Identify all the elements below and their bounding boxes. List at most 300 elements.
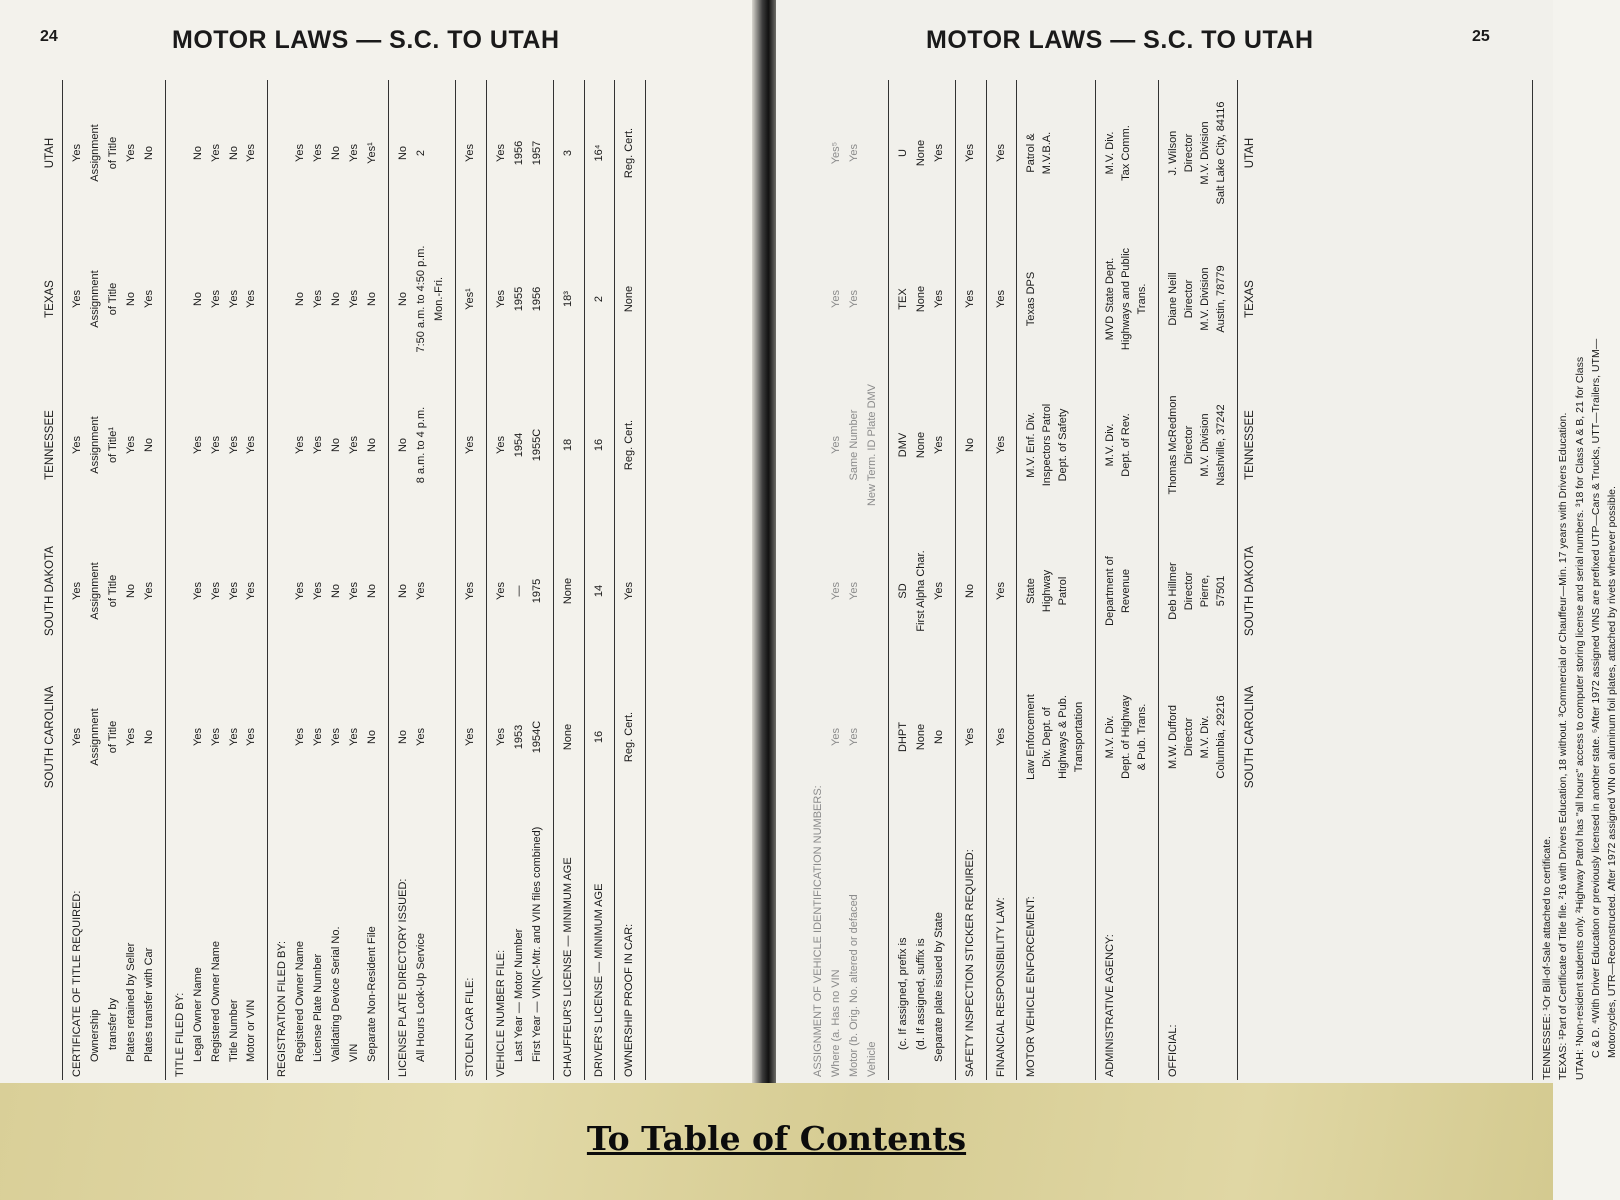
- cell-value: Yes: [209, 582, 222, 600]
- cell-value: M.V. Div. Dept. of Rev.: [1104, 413, 1133, 477]
- table-row: [190, 80, 208, 1080]
- table-row: [389, 80, 413, 1080]
- cell-value: Yes: [209, 290, 222, 308]
- table-row: [913, 80, 931, 1080]
- cell-value: Yes: [124, 144, 137, 162]
- cell-value: Yes: [245, 728, 258, 746]
- cell-value: [268, 664, 292, 810]
- row-label: OWNERSHIP PROOF IN CAR:: [623, 923, 636, 1077]
- table-section: [553, 80, 584, 1080]
- table-section: [804, 80, 888, 1080]
- column-footer-state: SOUTH CAROLINA: [1237, 664, 1262, 810]
- row-label: FINANCIAL RESPONSIBILITY LAW:: [994, 897, 1007, 1077]
- row-label: Separate Non-Resident File: [366, 926, 379, 1062]
- cell-value: Yes: [124, 436, 137, 454]
- table-row: [888, 80, 912, 1080]
- cell-value: Yes: [312, 728, 325, 746]
- cell-value: Yes: [191, 436, 204, 454]
- cell-value: 1955C: [530, 428, 543, 462]
- cell-value: No: [124, 583, 137, 599]
- cell-value: 16: [592, 438, 605, 452]
- cell-value: Yes: [312, 290, 325, 308]
- table-row: [1096, 80, 1159, 1080]
- table-row: [986, 80, 1017, 1080]
- row-label: Validating Device Serial No.: [330, 926, 343, 1062]
- cell-value: Yes: [142, 290, 155, 308]
- cell-value: Reg. Cert.: [623, 127, 636, 179]
- row-label: DRIVER'S LICENSE — MINIMUM AGE: [592, 883, 605, 1077]
- cell-value: No: [366, 729, 379, 745]
- cell-value: [864, 226, 888, 372]
- cell-value: None: [914, 139, 927, 167]
- row-label: Registered Owner Name: [294, 940, 307, 1062]
- table-section: [486, 80, 553, 1080]
- cell-value: M.V. Enf. Div. Inspectors Patrol Dept. of Safety: [1025, 403, 1070, 487]
- column-header-state: TENNESSEE: [40, 372, 63, 518]
- row-label: CERTIFICATE OF TITLE REQUIRED:: [71, 890, 83, 1077]
- cell-value: Reg. Cert.: [623, 419, 636, 471]
- cell-value: New Term. ID Plate DMV: [865, 383, 878, 507]
- cell-value: No: [227, 145, 240, 161]
- cell-value: No: [330, 583, 343, 599]
- motor-laws-table-left: [40, 80, 646, 1080]
- row-label: VIN: [348, 1043, 361, 1062]
- cell-value: Yes: [348, 144, 361, 162]
- row-label: Where (a. Has no VIN: [829, 969, 842, 1077]
- cell-value: No: [191, 145, 204, 161]
- cell-value: Yes: [294, 436, 307, 454]
- cell-value: Yes: [932, 436, 945, 454]
- footnotes: [1532, 80, 1620, 1080]
- cell-value: Yes: [245, 436, 258, 454]
- cell-value: 1954C: [530, 720, 543, 754]
- table-row: [63, 80, 87, 1080]
- cell-value: Reg. Cert.: [623, 711, 636, 763]
- table-section: [268, 80, 389, 1080]
- row-label: Motor or VIN: [245, 999, 258, 1062]
- cell-value: Yes: [829, 582, 842, 600]
- table-section: [165, 80, 268, 1080]
- cell-value: Mon.-Fri.: [432, 277, 445, 321]
- cell-value: MVD State Dept. Highways and Public Trans.: [1104, 247, 1149, 351]
- cell-value: Yes: [71, 728, 83, 746]
- table-row: [584, 80, 615, 1080]
- table-section: [389, 80, 456, 1080]
- cell-value: Yes: [227, 582, 240, 600]
- table-row: [828, 80, 846, 1080]
- row-label: (c. If assigned, prefix is: [896, 937, 909, 1050]
- cell-value: None: [914, 285, 927, 313]
- cell-value: Department of Revenue: [1104, 556, 1133, 626]
- footnote-line: Motorcycles, UTR—Reconstructed. After 1972 assigned VIN on aluminum foil plates, attached by rivets whenever possible.: [1606, 486, 1619, 1058]
- cell-value: Yes: [847, 728, 860, 746]
- column-header-state: UTAH: [40, 80, 63, 226]
- table-row: [955, 80, 986, 1080]
- cell-value: Yes: [71, 436, 83, 454]
- row-label: First Year — VIN(C-Mtr. and VIN files combined): [530, 826, 543, 1062]
- cell-value: [804, 518, 828, 664]
- row-label: LICENSE PLATE DIRECTORY ISSUED:: [397, 878, 409, 1077]
- cell-value: 1956: [530, 286, 543, 312]
- cell-value: Yes: [847, 144, 860, 162]
- table-row: [553, 80, 584, 1080]
- cell-value: [268, 372, 292, 518]
- cell-value: [431, 372, 455, 518]
- column-footer-state: UTAH: [1237, 80, 1262, 226]
- left-table-rotated: [40, 80, 740, 1080]
- cell-value: 1954: [512, 432, 525, 458]
- table-row: [123, 80, 141, 1080]
- cell-value: Yes: [294, 728, 307, 746]
- cell-value: [804, 80, 828, 226]
- motor-laws-table-right: [804, 80, 1262, 1080]
- cell-value: of Title: [106, 282, 119, 316]
- row-label: Vehicle: [865, 1041, 878, 1077]
- cell-value: Yes: [932, 290, 945, 308]
- cell-value: None: [623, 285, 636, 313]
- cell-value: Yes: [463, 728, 476, 746]
- row-label: VEHICLE NUMBER FILE:: [494, 949, 507, 1077]
- cell-value: 8 a.m. to 4 p.m.: [414, 406, 427, 484]
- cell-value: [268, 80, 292, 226]
- cell-value: Yes: [348, 582, 361, 600]
- cell-value: Assignment: [88, 708, 101, 766]
- page-title-left: MOTOR LAWS — S.C. TO UTAH: [172, 26, 560, 54]
- cell-value: [431, 664, 455, 810]
- cell-value: [864, 80, 888, 226]
- cell-value: Yes: [847, 582, 860, 600]
- cell-value: [165, 518, 189, 664]
- cell-value: No: [124, 291, 137, 307]
- navigation-bar: [0, 1083, 1553, 1200]
- cell-value: Yes: [494, 144, 507, 162]
- cell-value: Patrol & M.V.B.A.: [1025, 131, 1054, 175]
- cell-value: No: [142, 437, 155, 453]
- row-label: Motor (b. Orig. No. altered or defaced: [847, 894, 860, 1077]
- table-row: [455, 80, 486, 1080]
- right-page: [776, 0, 1619, 1083]
- page-number-right: 25: [1472, 28, 1490, 45]
- cell-value: Yes: [312, 582, 325, 600]
- cell-value: Yes: [209, 144, 222, 162]
- cell-value: Yes: [191, 582, 204, 600]
- cell-value: of Title: [106, 574, 119, 608]
- cell-value: No: [366, 437, 379, 453]
- cell-value: No: [397, 291, 409, 307]
- cell-value: State Highway Patrol: [1025, 569, 1070, 613]
- cell-value: 3: [561, 149, 574, 157]
- cell-value: Assignment: [88, 416, 101, 474]
- table-row: [486, 80, 510, 1080]
- cell-value: Deb Hillmer Director Pierre, 57501: [1167, 562, 1227, 620]
- cell-value: 1955: [512, 286, 525, 312]
- row-label: (d. If assigned, suffix is: [914, 938, 927, 1050]
- cell-value: Yes: [312, 144, 325, 162]
- cell-value: No: [142, 145, 155, 161]
- cell-value: Yes: [245, 582, 258, 600]
- cell-value: Yes: [932, 144, 945, 162]
- cell-value: No: [330, 291, 343, 307]
- cell-value: Yes: [494, 582, 507, 600]
- cell-value: Yes: [227, 290, 240, 308]
- cell-value: Yes: [463, 436, 476, 454]
- row-label: transfer by: [106, 998, 119, 1050]
- footnote-line: TEXAS: ¹Part of Certificate of Title file. ²16 with Drivers Education, 18 without. ³Commercial or Chauffeur—Min. 17 years with Drivers Education.: [1557, 412, 1570, 1080]
- cell-value: DHPT: [896, 722, 909, 752]
- cell-value: 18³: [561, 291, 574, 307]
- cell-value: Yes: [829, 290, 842, 308]
- row-label: Legal Owner Name: [191, 967, 204, 1062]
- cell-value: 7:50 a.m. to 4:50 p.m.: [414, 245, 427, 353]
- cell-value: Yes: [494, 436, 507, 454]
- cell-value: Yes: [829, 728, 842, 746]
- cell-value: Yes⁵: [829, 141, 842, 165]
- cell-value: Yes: [348, 436, 361, 454]
- row-label: TITLE FILED BY:: [173, 992, 186, 1077]
- cell-value: [864, 518, 888, 664]
- cell-value: Yes: [414, 728, 427, 746]
- cell-value: Yes: [71, 290, 83, 308]
- cell-value: Assignment: [88, 124, 101, 182]
- table-row: [165, 80, 189, 1080]
- table-row: [87, 80, 105, 1080]
- table-row: [243, 80, 267, 1080]
- cell-value: J. Wilson Director M.V. Division Salt Lake City, 84116: [1167, 101, 1227, 205]
- row-label: ADMINISTRATIVE AGENCY:: [1104, 934, 1117, 1077]
- cell-value: No: [191, 291, 204, 307]
- cell-value: of Title: [106, 136, 119, 170]
- cell-value: Yes: [463, 582, 476, 600]
- cell-value: [864, 664, 888, 810]
- left-page: [0, 0, 760, 1083]
- table-row: [431, 80, 455, 1080]
- row-label: Separate plate issued by State: [932, 912, 945, 1062]
- cell-value: Yes: [963, 290, 976, 308]
- cell-value: Yes¹: [366, 142, 379, 164]
- row-label: OFFICIAL:: [1167, 1024, 1179, 1077]
- cell-value: Yes: [245, 144, 258, 162]
- row-label: STOLEN CAR FILE:: [463, 977, 476, 1077]
- column-header-state: TEXAS: [40, 226, 63, 372]
- cell-value: No: [330, 145, 343, 161]
- table-section: [955, 80, 986, 1080]
- cell-value: Yes: [124, 728, 137, 746]
- cell-value: Yes: [71, 144, 83, 162]
- column-header-state: SOUTH CAROLINA: [40, 664, 63, 810]
- table-row: [511, 80, 529, 1080]
- cell-value: Yes: [209, 436, 222, 454]
- cell-value: [804, 372, 828, 518]
- cell-value: of Title: [106, 720, 119, 754]
- table-row: [226, 80, 244, 1080]
- row-label: Last Year — Motor Number: [512, 928, 525, 1062]
- cell-value: No: [963, 583, 976, 599]
- row-label: SAFETY INSPECTION STICKER REQUIRED:: [963, 849, 976, 1077]
- column-footer-state: TENNESSEE: [1237, 372, 1262, 518]
- cell-value: [165, 372, 189, 518]
- cell-value: Assignment: [88, 270, 101, 328]
- table-section: [63, 80, 166, 1080]
- table-row: [208, 80, 226, 1080]
- cell-value: Yes: [227, 728, 240, 746]
- cell-value: of Title¹: [106, 426, 119, 464]
- cell-value: Yes: [142, 582, 155, 600]
- cell-value: M.V. Div. Dept. of Highway & Pub. Trans.: [1104, 695, 1149, 779]
- cell-value: Diane Neill Director M.V. Division Austin, 78779: [1167, 265, 1227, 333]
- cell-value: No: [330, 437, 343, 453]
- table-section: [1159, 80, 1238, 1080]
- cell-value: —: [512, 585, 525, 597]
- row-label: Title Number: [227, 999, 240, 1062]
- column-footer-state: TEXAS: [1237, 226, 1262, 372]
- row-label: Registered Owner Name: [209, 940, 222, 1062]
- table-row: [1159, 80, 1238, 1080]
- table-row: [413, 80, 431, 1080]
- cell-value: Yes: [227, 436, 240, 454]
- cell-value: 2: [592, 295, 605, 303]
- cell-value: [268, 226, 292, 372]
- table-row: [328, 80, 346, 1080]
- cell-value: No: [963, 437, 976, 453]
- right-table-rotated: [804, 80, 1619, 1080]
- table-section: [455, 80, 486, 1080]
- table-of-contents-link[interactable]: To Table of Contents: [586, 1119, 967, 1158]
- cell-value: Yes: [330, 728, 343, 746]
- row-label: License Plate Number: [312, 953, 325, 1062]
- footnote-line: UTAH: ¹Non-resident students only. ²Highway Patrol has "all hours" access to computer storing license and serial numbers. ³18 for Class A & B, 21 for Class: [1573, 356, 1586, 1080]
- cell-value: Yes: [245, 290, 258, 308]
- cell-value: Yes: [932, 582, 945, 600]
- table-row: [105, 80, 123, 1080]
- cell-value: None: [914, 431, 927, 459]
- cell-value: None: [914, 723, 927, 751]
- cell-value: 14: [592, 584, 605, 598]
- cell-value: Yes: [963, 728, 976, 746]
- cell-value: No: [366, 291, 379, 307]
- cell-value: Yes: [463, 144, 476, 162]
- table-row: [346, 80, 364, 1080]
- cell-value: 1956: [512, 140, 525, 166]
- cell-value: Yes: [294, 144, 307, 162]
- cell-value: [165, 80, 189, 226]
- row-label: [431, 810, 455, 1080]
- table-row: [864, 80, 888, 1080]
- cell-value: Yes: [348, 290, 361, 308]
- cell-value: 16: [592, 730, 605, 744]
- cell-value: Same Number: [847, 409, 860, 481]
- row-label: REGISTRATION FILED BY:: [276, 940, 289, 1077]
- cell-value: No: [294, 291, 307, 307]
- row-label: CHAUFFEUR'S LICENSE — MINIMUM AGE: [561, 857, 574, 1077]
- table-section: [1017, 80, 1096, 1080]
- table-row: [1017, 80, 1096, 1080]
- cell-value: Yes: [209, 728, 222, 746]
- cell-value: Yes: [994, 728, 1007, 746]
- cell-value: Yes: [294, 582, 307, 600]
- cell-value: Yes: [623, 582, 636, 600]
- cell-value: Yes: [348, 728, 361, 746]
- cell-value: SD: [896, 583, 909, 599]
- cell-value: M.V. Div. Tax Comm.: [1104, 125, 1133, 181]
- footnote-line: TENNESSEE: ¹Or Bill-of-Sale attached to certificate.: [1541, 836, 1553, 1080]
- cell-value: No: [366, 583, 379, 599]
- cell-value: No: [932, 729, 945, 745]
- table-row: [310, 80, 328, 1080]
- page-number-left: 24: [40, 28, 58, 45]
- column-footer-state: SOUTH DAKOTA: [1237, 518, 1262, 664]
- cell-value: 2: [414, 149, 427, 157]
- table-row: [292, 80, 310, 1080]
- page-title-right: MOTOR LAWS — S.C. TO UTAH: [926, 26, 1314, 54]
- cell-value: No: [397, 437, 409, 453]
- cell-value: [431, 80, 455, 226]
- cell-value: Yes: [963, 144, 976, 162]
- cell-value: None: [561, 723, 574, 751]
- cell-value: Law Enforcement Div. Dept. of Highways & Pub. Transportation: [1025, 694, 1086, 780]
- cell-value: 1953: [512, 724, 525, 750]
- cell-value: Yes: [847, 290, 860, 308]
- cell-value: U: [896, 149, 909, 157]
- cell-value: No: [142, 729, 155, 745]
- table-row: [804, 80, 828, 1080]
- cell-value: [804, 226, 828, 372]
- row-label: Plates retained by Seller: [124, 942, 137, 1062]
- cell-value: First Alpha Char.: [914, 550, 927, 632]
- cell-value: Yes: [494, 728, 507, 746]
- cell-value: Yes: [994, 436, 1007, 454]
- cell-value: Yes: [312, 436, 325, 454]
- cell-value: Yes: [414, 582, 427, 600]
- column-header-state: SOUTH DAKOTA: [40, 518, 63, 664]
- cell-value: Yes¹: [463, 288, 476, 310]
- cell-value: No: [397, 729, 409, 745]
- cell-value: TEX: [896, 288, 909, 310]
- cell-value: 1957: [530, 140, 543, 166]
- table-row: [268, 80, 292, 1080]
- cell-value: Yes: [994, 144, 1007, 162]
- cell-value: No: [397, 145, 409, 161]
- cell-value: 16⁴: [592, 144, 605, 162]
- table-section: [1096, 80, 1159, 1080]
- row-label: ASSIGNMENT OF VEHICLE IDENTIFICATION NUMBERS:: [812, 785, 824, 1077]
- cell-value: [165, 664, 189, 810]
- cell-value: Thomas McRedmon Director M.V. Division Nashville, 37242: [1167, 395, 1227, 495]
- cell-value: Yes: [994, 290, 1007, 308]
- row-label: Plates transfer with Car: [142, 947, 155, 1062]
- cell-value: Yes: [994, 582, 1007, 600]
- cell-value: Yes: [829, 436, 842, 454]
- table-row: [529, 80, 553, 1080]
- row-label: MOTOR VEHICLE ENFORCEMENT:: [1025, 896, 1038, 1077]
- cell-value: [268, 518, 292, 664]
- cell-value: Yes: [494, 290, 507, 308]
- table-row: [846, 80, 864, 1080]
- cell-value: Texas DPS: [1025, 271, 1038, 327]
- table-row: [615, 80, 646, 1080]
- cell-value: [431, 518, 455, 664]
- table-section: [986, 80, 1017, 1080]
- cell-value: Assignment: [88, 562, 101, 620]
- table-row: [364, 80, 388, 1080]
- cell-value: 1975: [530, 578, 543, 604]
- table-row: [141, 80, 165, 1080]
- table-row: [931, 80, 955, 1080]
- table-section: [584, 80, 615, 1080]
- cell-value: Yes: [191, 728, 204, 746]
- table-section: [615, 80, 646, 1080]
- cell-value: None: [561, 577, 574, 605]
- cell-value: 18: [561, 438, 574, 452]
